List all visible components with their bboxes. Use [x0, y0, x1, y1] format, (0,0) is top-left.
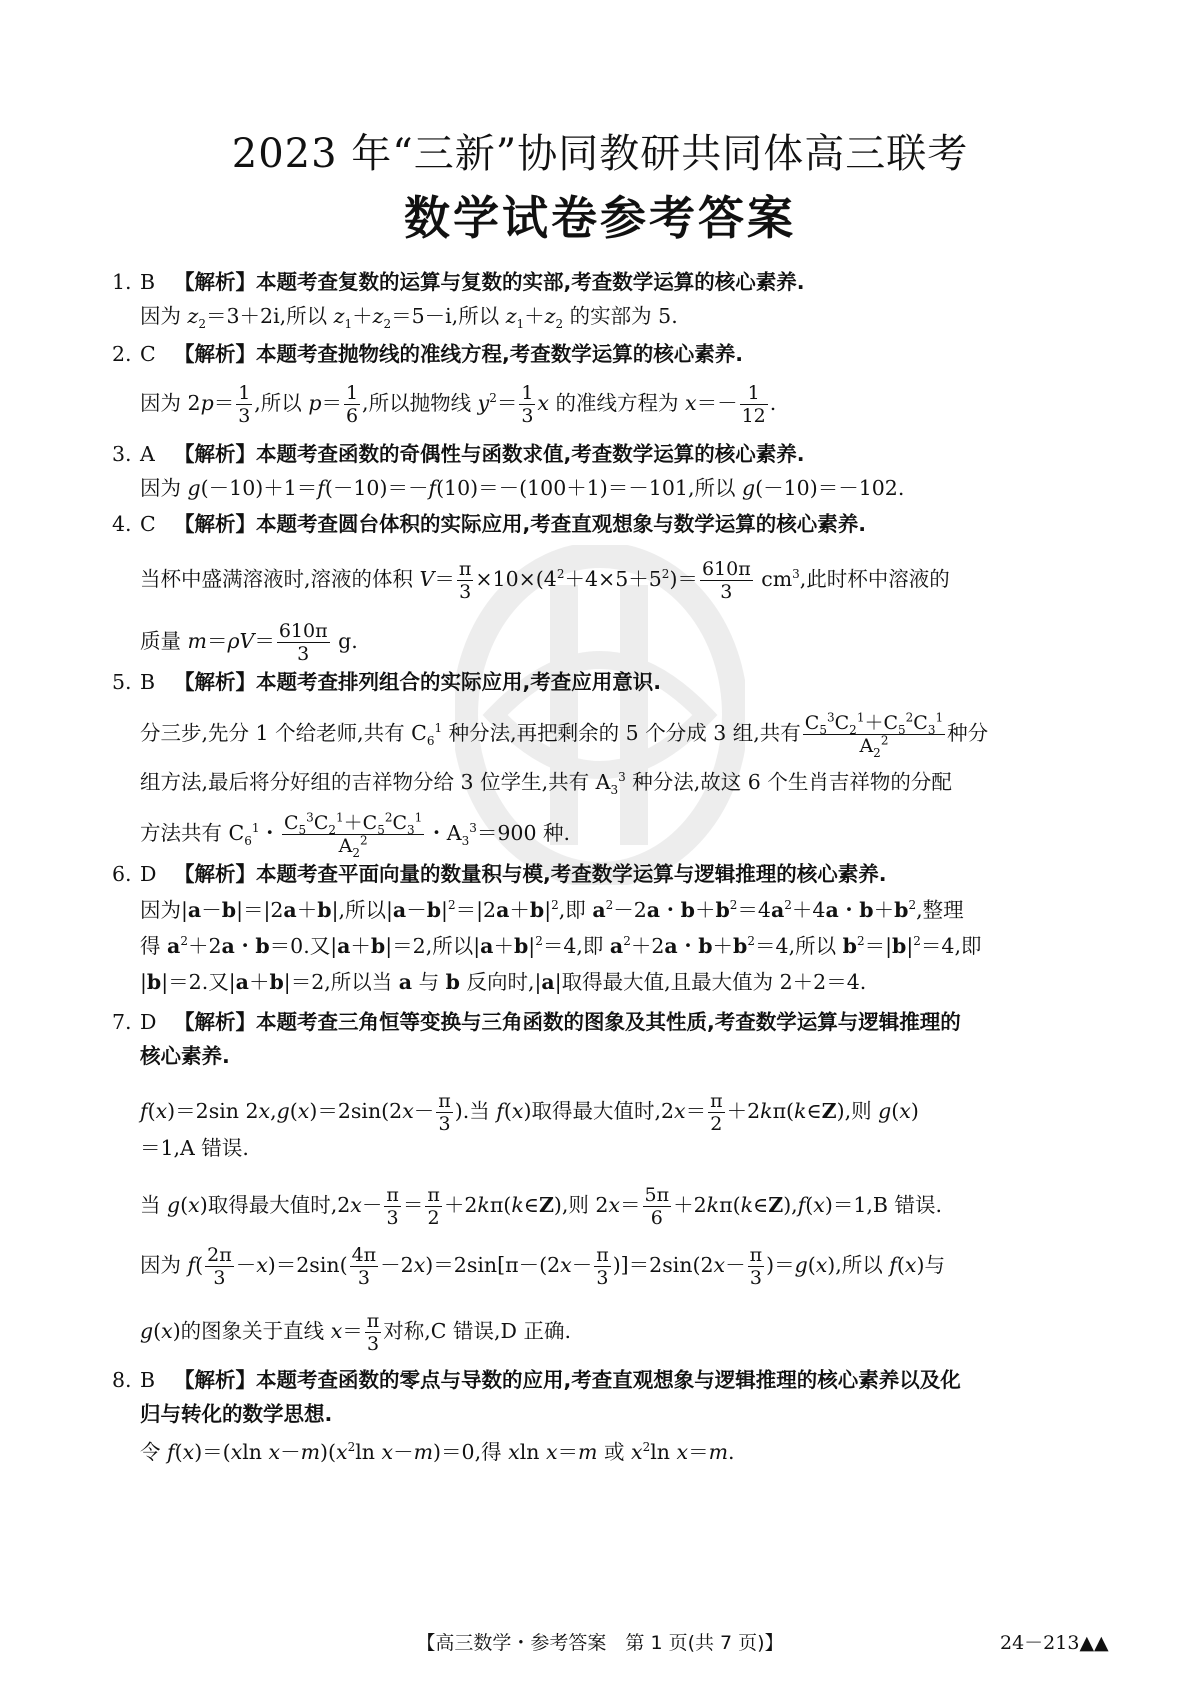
- question-3-solution: 因为 g(－10)＋1＝f(－10)＝－f(10)＝－(100＋1)＝－101,所以 g(－10)＝－102.: [140, 476, 905, 500]
- document-code: 24－213▲▲: [1000, 1632, 1109, 1654]
- question-5-solution-line-2: 组方法,最后将分好组的吉祥物分给 3 位学生,共有 $A_3^3$ 种分法,故这 6 个生肖吉祥物的分配: [140, 770, 952, 798]
- question-6-solution-line-3: |b|＝2.又|a＋b|＝2,所以当 a 与 b 反向时,|a|取得最大值,且最大值为 2＋2＝4.: [140, 970, 867, 994]
- question-6-solution-line-1: 因为|a－b|＝|2a＋b|,所以$|a-b|^2=|2a+b|^2$,即 $a^2-2a$・$b+b^2=4a^2+4a$・$b+b^2$,整理: [140, 898, 964, 922]
- question-1-solution: 因为 $z_2=3+2i$,所以 $z_1+z_2=5-i$,所以 $z_1+z_2$ 的实部为 5.: [140, 304, 678, 332]
- question-5-heading: 5. B 【解析】本题考查排列组合的实际应用,考查应用意识.: [112, 670, 662, 694]
- question-5-solution-line-1: 分三步,先分 1 个给老师,共有 $C_6^1$ 种分法,再把剩余的 5 个分成 3 组,共有 $\frac{C_5^3C_2^1+C_5^2C_3^1}{A_2^2}$ 种分: [140, 710, 989, 760]
- question-8-heading-cont: 归与转化的数学思想.: [140, 1402, 333, 1426]
- question-4-solution-line-2: 质量 m＝ρV＝ $\frac{610\pi}{3}$ g.: [140, 620, 358, 665]
- question-7-solution-line-5: g(x)的图象关于直线 x＝ $\frac{\pi}{3}$ 对称,C 错误,D 正确.: [140, 1310, 571, 1355]
- question-2-heading: 2. C 【解析】本题考查抛物线的准线方程,考查数学运算的核心素养.: [112, 342, 744, 366]
- question-6-solution-line-2: 得 $a^2+2a$・b＝0.又|a＋b|＝2,所以$|a+b|^2=4$,即 $a^2+2a$・$b+b^2=4$,所以 $b^2=|b|^2=4$,即: [140, 934, 982, 958]
- page-footer: 【高三数学・参考答案 第 1 页(共 7 页)】: [416, 1632, 784, 1654]
- question-7-solution-line-3: 当 g(x)取得最大值时,2x－ $\frac{\pi}{3}$ ＝ $\frac{\pi}{2}$ ＋2kπ(k∈Z),则 2x＝ $\frac{5\pi}{6}$ ＋2kπ(k∈Z),f(x)＝1,B 错误.: [140, 1184, 943, 1229]
- question-4-solution-line-1: 当杯中盛满溶液时,溶液的体积 V＝ $\frac{\pi}{3}$ $\times 10\times(4^2+4\times 5+5^2)=$ $\frac{610\pi}{3}$ $cm^3$,此时杯中溶液的: [140, 558, 950, 603]
- question-7-solution-line-2: ＝1,A 错误.: [140, 1136, 249, 1160]
- question-3-heading: 3. A 【解析】本题考查函数的奇偶性与函数求值,考查数学运算的核心素养.: [112, 442, 805, 466]
- question-6-heading: 6. D 【解析】本题考查平面向量的数量积与模,考查数学运算与逻辑推理的核心素养.: [112, 862, 887, 886]
- question-5-solution-line-3: 方法共有 $C_6^1$・ $\frac{C_5^3C_2^1+C_5^2C_3^1}{A_2^2}$ ・$A_3^3=900$ 种.: [140, 810, 571, 860]
- question-1-heading: 1. B 【解析】本题考查复数的运算与复数的实部,考查数学运算的核心素养.: [112, 270, 805, 294]
- question-7-solution-line-4: 因为 f( $\frac{2\pi}{3}$ －x)＝2sin( $\frac{4\pi}{3}$ －2x)＝2sin[π－(2x－ $\frac{\pi}{3}$ )]＝2sin(2x－ $\frac{\pi}{3}$ )＝g(x),所以 f(x)与: [140, 1244, 945, 1289]
- question-7-heading: 7. D 【解析】本题考查三角恒等变换与三角函数的图象及其性质,考查数学运算与逻辑推理的: [112, 1010, 961, 1034]
- question-4-heading: 4. C 【解析】本题考查圆台体积的实际应用,考查直观想象与数学运算的核心素养.: [112, 512, 867, 536]
- document-title: 数学试卷参考答案: [404, 191, 796, 245]
- question-2-solution: 因为 2p＝ $\frac{1}{3}$ ,所以 p＝ $\frac{1}{6}$ ,所以抛物线 $y^2=$ $\frac{1}{3}$ x 的准线方程为 x＝－ $\frac{1}{12}$ .: [140, 382, 777, 427]
- question-8-solution-line-1: 令 f(x)＝(xln $x-m)(x^2\ln$ x－m)＝0,得 xln x＝m 或 $x^2\ln$ x＝m.: [140, 1440, 735, 1464]
- exam-title: 2023 年“三新”协同教研共同体高三联考: [231, 131, 969, 177]
- question-7-solution-line-1: f(x)＝2sin 2x,g(x)＝2sin(2x－ $\frac{\pi}{3}$ ).当 f(x)取得最大值时,2x＝ $\frac{\pi}{2}$ ＋2kπ(k∈Z),则 g(x): [140, 1090, 919, 1135]
- question-7-heading-cont: 核心素养.: [140, 1044, 230, 1068]
- question-8-heading: 8. B 【解析】本题考查函数的零点与导数的应用,考查直观想象与逻辑推理的核心素养以及化: [112, 1368, 961, 1392]
